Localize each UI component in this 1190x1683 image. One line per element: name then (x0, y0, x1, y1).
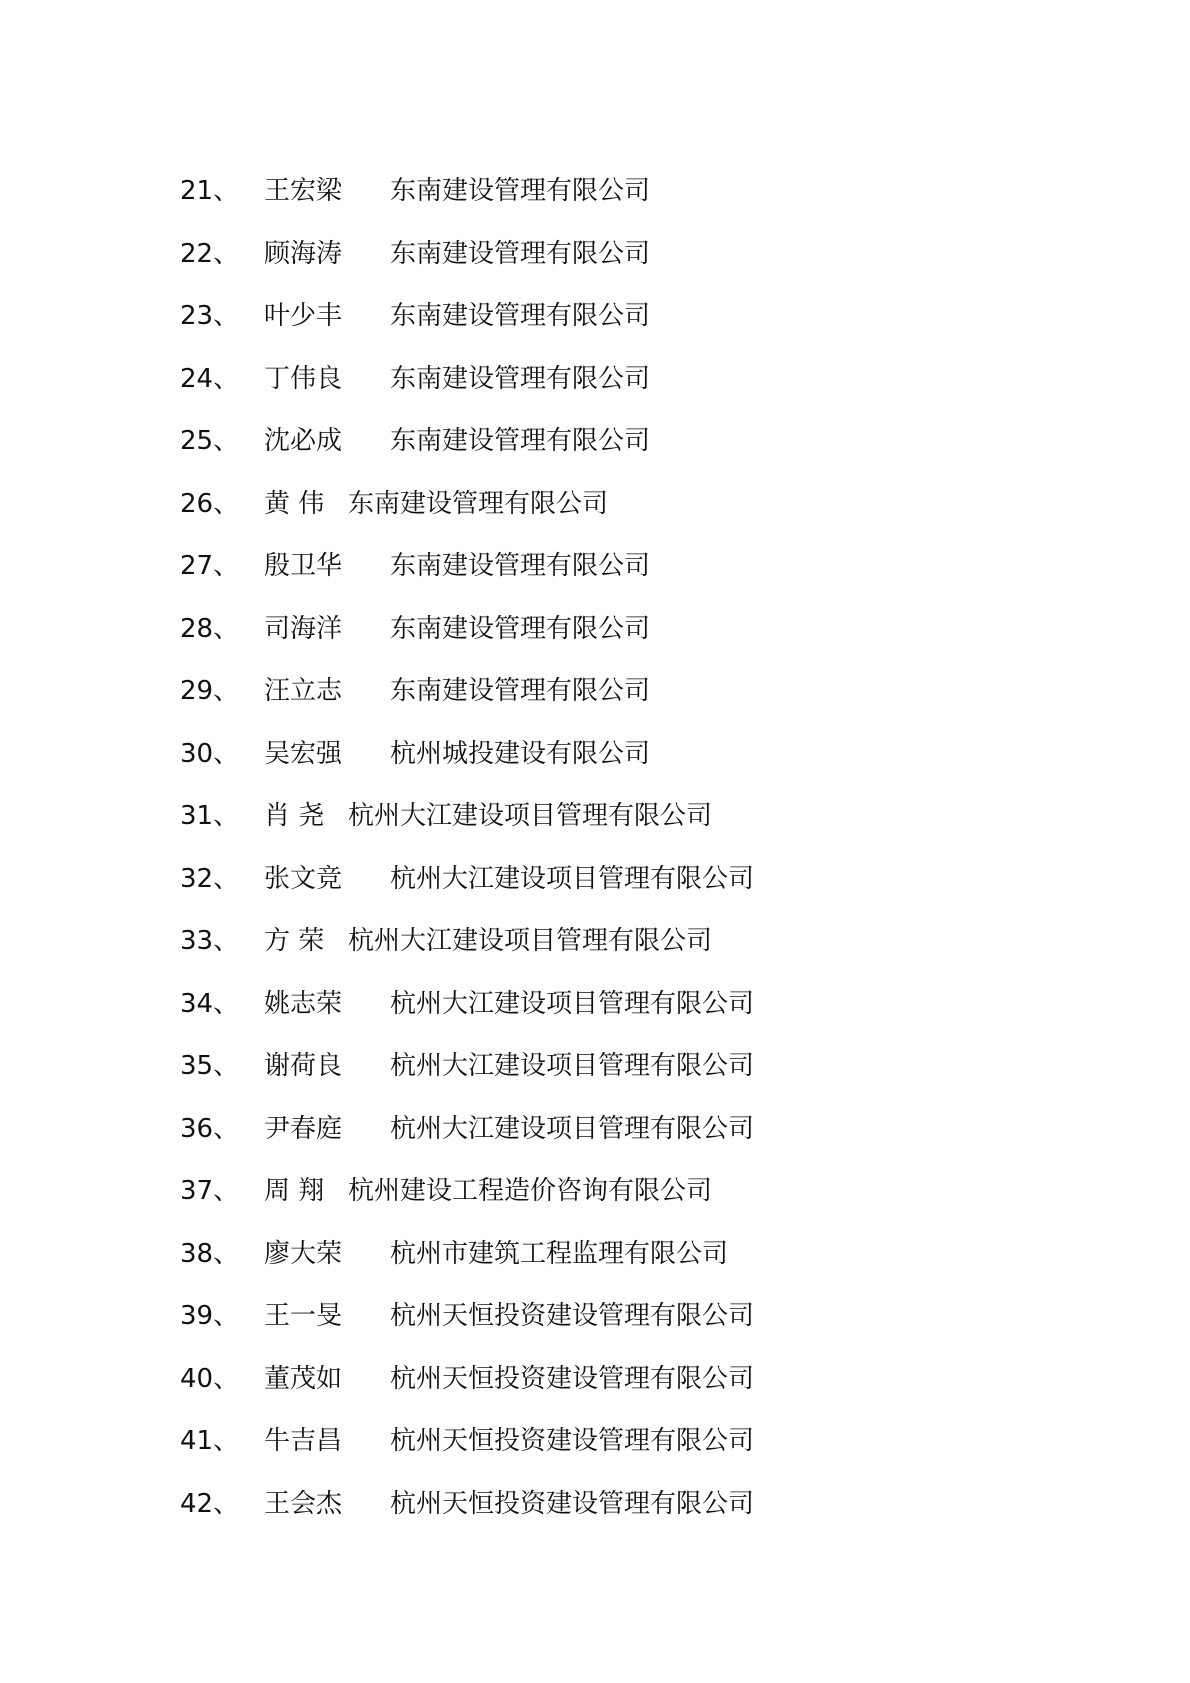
entry-name: 黄 伟 (264, 488, 325, 519)
list-item (180, 410, 1080, 473)
entry-name: 沈必成 (264, 426, 343, 457)
entry-company: 杭州大江建设项目管理有限公司 (390, 863, 755, 894)
entry-company: 东南建设管理有限公司 (390, 676, 651, 707)
entry-number: 25、 (180, 426, 240, 457)
list-item (180, 348, 1080, 411)
entry-name: 牛吉昌 (264, 1426, 343, 1457)
list-item (180, 723, 1080, 786)
entry-number: 28、 (180, 613, 240, 644)
entry-number: 38、 (180, 1238, 240, 1269)
list-item (180, 535, 1080, 598)
entry-company: 杭州城投建设有限公司 (390, 738, 651, 769)
entry-number: 32、 (180, 863, 240, 894)
entry-name: 殷卫华 (264, 551, 343, 582)
entry-company: 杭州市建筑工程监理有限公司 (390, 1238, 729, 1269)
entry-company: 东南建设管理有限公司 (390, 551, 651, 582)
entry-number: 39、 (180, 1301, 240, 1332)
entry-name: 方 荣 (264, 926, 325, 957)
entry-name: 吴宏强 (264, 738, 343, 769)
entry-number: 41、 (180, 1426, 240, 1457)
list-item (180, 1160, 1080, 1223)
entry-company: 杭州大江建设项目管理有限公司 (390, 988, 755, 1019)
entry-company: 杭州天恒投资建设管理有限公司 (390, 1488, 755, 1519)
entry-number: 31、 (180, 801, 240, 832)
entry-number: 23、 (180, 301, 240, 332)
entry-number: 33、 (180, 926, 240, 957)
list-item (180, 785, 1080, 848)
entry-number: 24、 (180, 363, 240, 394)
entry-number: 29、 (180, 676, 240, 707)
list-item (180, 598, 1080, 661)
entry-number: 36、 (180, 1113, 240, 1144)
entry-company: 东南建设管理有限公司 (390, 238, 651, 269)
list-item (180, 1285, 1080, 1348)
list-item (180, 660, 1080, 723)
list-item (180, 973, 1080, 1036)
entry-number: 21、 (180, 176, 240, 207)
entry-number: 27、 (180, 551, 240, 582)
entry-name: 顾海涛 (264, 238, 343, 269)
entry-name: 王一旻 (264, 1301, 343, 1332)
list-item (180, 1223, 1080, 1286)
entry-number: 34、 (180, 988, 240, 1019)
entry-company: 杭州大江建设项目管理有限公司 (390, 1113, 755, 1144)
entry-company: 东南建设管理有限公司 (390, 613, 651, 644)
entry-name: 周 翔 (264, 1176, 325, 1207)
entry-name: 司海洋 (264, 613, 343, 644)
entry-number: 35、 (180, 1051, 240, 1082)
list-item (180, 1410, 1080, 1473)
entry-number: 30、 (180, 738, 240, 769)
entry-name: 王会杰 (264, 1488, 343, 1519)
entry-number: 40、 (180, 1363, 240, 1394)
entry-company: 杭州天恒投资建设管理有限公司 (390, 1363, 755, 1394)
entry-name: 王宏梁 (264, 176, 343, 207)
entry-number: 37、 (180, 1176, 240, 1207)
entry-name: 肖 尧 (264, 801, 325, 832)
list-item (180, 223, 1080, 286)
entry-company: 东南建设管理有限公司 (390, 363, 651, 394)
entry-company: 杭州大江建设项目管理有限公司 (390, 1051, 755, 1082)
entry-number: 22、 (180, 238, 240, 269)
entry-company: 杭州建设工程造价咨询有限公司 (348, 1176, 713, 1207)
list-item (180, 1098, 1080, 1161)
entry-name: 姚志荣 (264, 988, 343, 1019)
list-item (180, 1473, 1080, 1536)
list-item (180, 1348, 1080, 1411)
entry-name: 谢荷良 (264, 1051, 343, 1082)
entry-name: 张文竞 (264, 863, 343, 894)
list-item (180, 1035, 1080, 1098)
entry-number: 26、 (180, 488, 240, 519)
entry-number: 42、 (180, 1488, 240, 1519)
entry-company: 杭州天恒投资建设管理有限公司 (390, 1301, 755, 1332)
entry-company: 东南建设管理有限公司 (390, 301, 651, 332)
entry-company: 杭州天恒投资建设管理有限公司 (390, 1426, 755, 1457)
entry-company: 杭州大江建设项目管理有限公司 (348, 801, 713, 832)
entry-name: 尹春庭 (264, 1113, 343, 1144)
entry-name: 董茂如 (264, 1363, 343, 1394)
list-item (180, 160, 1080, 223)
entry-company: 东南建设管理有限公司 (348, 488, 609, 519)
entry-name: 汪立志 (264, 676, 343, 707)
entry-name: 丁伟良 (264, 363, 343, 394)
entry-name: 廖大荣 (264, 1238, 343, 1269)
entry-company: 东南建设管理有限公司 (390, 176, 651, 207)
entry-company: 杭州大江建设项目管理有限公司 (348, 926, 713, 957)
list-item (180, 473, 1080, 536)
list-item (180, 285, 1080, 348)
entry-name: 叶少丰 (264, 301, 343, 332)
list-item (180, 848, 1080, 911)
entry-company: 东南建设管理有限公司 (390, 426, 651, 457)
list-item (180, 910, 1080, 973)
name-list (180, 160, 1080, 1535)
